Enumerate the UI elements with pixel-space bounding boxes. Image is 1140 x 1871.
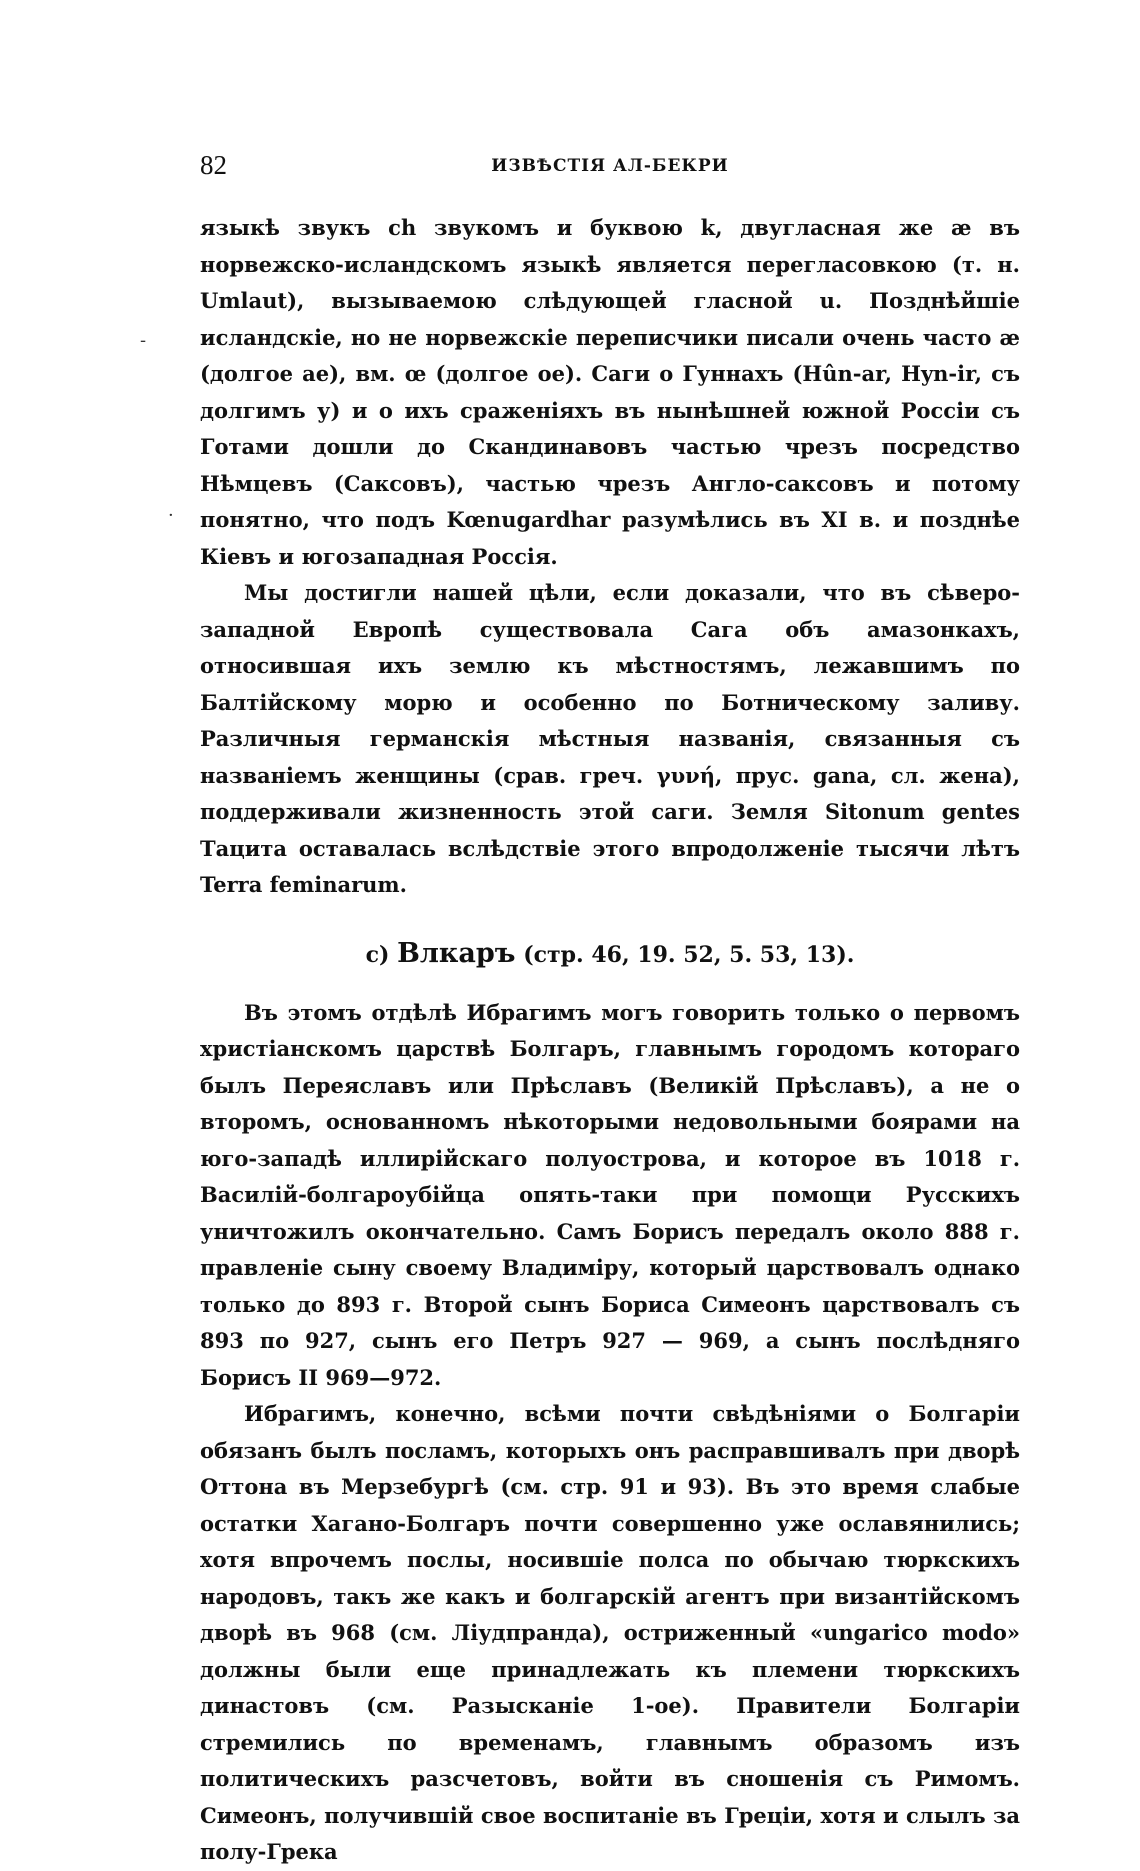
section-prefix: c) xyxy=(365,941,390,968)
running-title: ИЗВѢСТІЯ АЛ-БЕКРИ xyxy=(491,156,729,176)
section-refs: (стр. 46, 19. 52, 5. 53, 13). xyxy=(523,941,855,968)
paragraph-1: языкѣ звукъ ch звукомъ и буквою k, двугласная же æ въ норвежско-исландскомъ языкѣ является перегласовкою (т. н. Umlaut), вызываемою слѣдующей гласной u. Позднѣйшіе исландскіе, но не норвежскіе переписчики писали очень часто æ (долгое ае), вм. œ (долгое ое). Саги о Гуннахъ (Hûn-ar, Hyn-ir, съ долгимъ у) и о ихъ сраженіяхъ въ нынѣшней южной Россіи съ Готами дошли до Скандинавовъ частью чрезъ посредство Нѣмцевъ (Саксовъ), частью чрезъ Англо-саксовъ и потому понятно, что подъ Kœnugardhar разумѣлись въ XI в. и позднѣе Кіевъ и югозападная Россія. xyxy=(200,215,1020,569)
paragraph-2: Мы достигли нашей цѣли, если доказали, что въ сѣверо-западной Европѣ существовала Сага объ амазонкахъ, относившая ихъ землю къ мѣстностямъ, лежавшимъ по Балтійскому морю и особенно по Ботническому заливу. Различныя германскія мѣстныя названія, связанныя съ названіемъ женщины (срав. греч. γυνή, прус. gana, сл. жена), поддерживали жизненность этой саги. Земля Sitonum gentes Тацита оставалась вслѣдствіе этого впродолженіе тысячи лѣтъ Terra feminarum. xyxy=(200,580,1020,897)
section-title: Влкаръ xyxy=(397,937,516,969)
page-header xyxy=(200,150,1020,190)
margin-mark-top: - xyxy=(140,330,147,351)
paragraph-4: Ибрагимъ, конечно, всѣми почти свѣдѣніями о Болгаріи обязанъ былъ посламъ, которыхъ онъ расправшивалъ при дворѣ Оттона въ Мерзебургѣ (см. стр. 91 и 93). Въ это время слабые остатки Хагано-Болгаръ почти совершенно уже ославянились; хотя впрочемъ послы, носившіе полса по обычаю тюркскихъ народовъ, такъ же какъ и болгарскій агентъ при византійскомъ дворѣ въ 968 (см. Ліудпранда), остриженный «ungarico modo» должны были еще принадлежать къ племени тюркскихъ династовъ (см. Разысканіе 1-ое). Правители Болгаріи стремились по временамъ, главнымъ образомъ изъ политическихъ разсчетовъ, войти въ сношенія съ Римомъ. Симеонъ, получившій свое воспитаніе въ Греціи, хотя и слылъ за полу-Грека xyxy=(200,1401,1020,1864)
margin-mark-middle: · xyxy=(168,505,174,526)
page-number: 82 xyxy=(200,150,227,180)
paragraph-3: Въ этомъ отдѣлѣ Ибрагимъ могъ говорить только о первомъ христіанскомъ царствѣ Болгаръ, главнымъ городомъ котораго былъ Переяславъ или Прѣславъ (Великій Прѣславъ), а не о второмъ, основанномъ нѣкоторыми недовольными боярами на юго-западѣ иллирійскаго полуострова, и которое въ 1018 г. Василій-болгароубійца опять-таки при помощи Русскихъ уничтожилъ окончательно. Самъ Борисъ передалъ около 888 г. правленіе сыну своему Владиміру, который царствовалъ однако только до 893 г. Второй сынъ Бориса Симеонъ царствовалъ съ 893 по 927, сынъ его Петръ 927 — 969, а сынъ послѣдняго Борисъ II 969—972. xyxy=(200,999,1020,1390)
section-heading xyxy=(200,938,1020,969)
page xyxy=(200,150,1020,1871)
